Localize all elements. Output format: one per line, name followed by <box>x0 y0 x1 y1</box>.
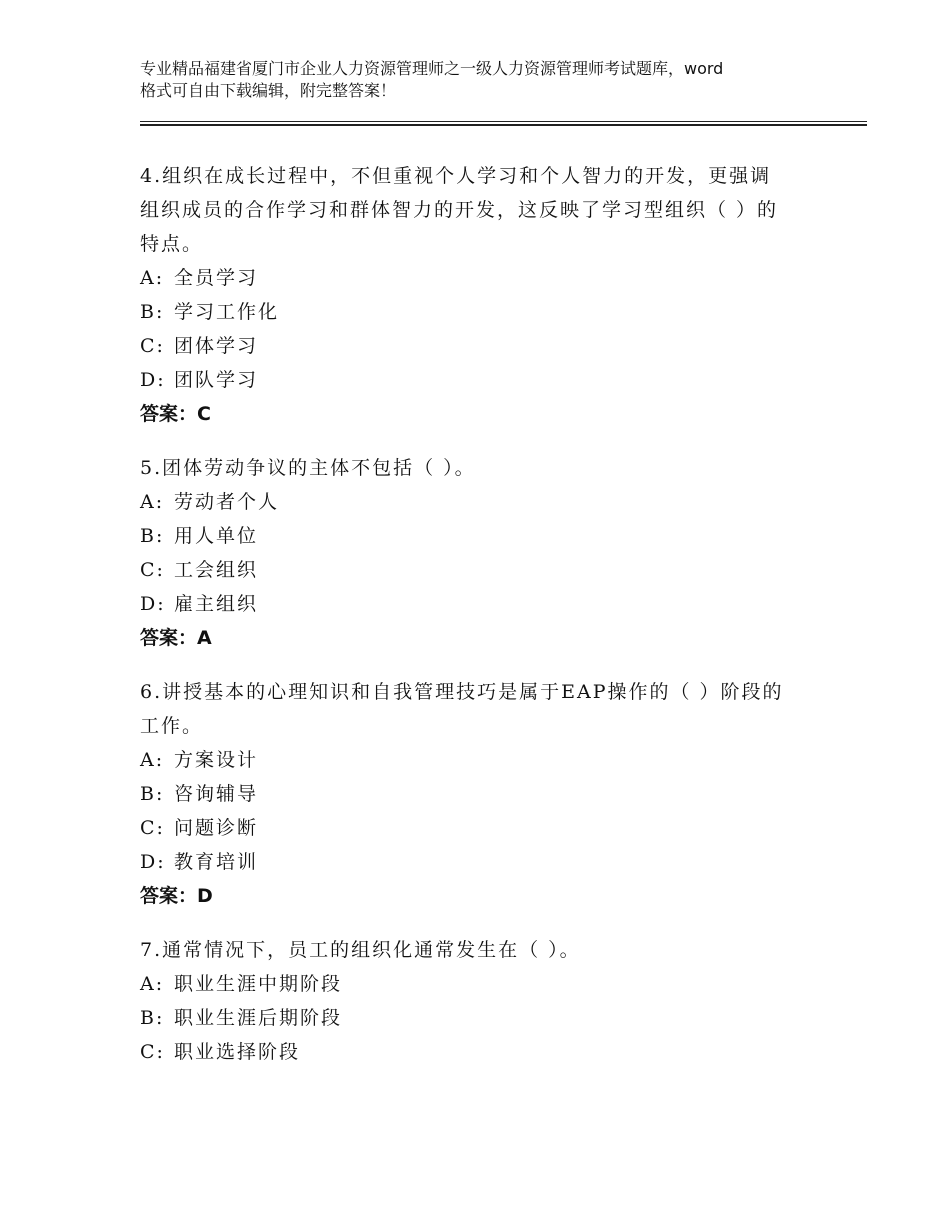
option-text: 团队学习 <box>174 369 259 391</box>
question-stem-line: 4.组织在成长过程中，不但重视个人学习和个人智力的开发，更强调 <box>140 165 772 187</box>
question-stem-line: 7.通常情况下，员工的组织化通常发生在（ ）。 <box>140 939 581 961</box>
question-stem-line: 组织成员的合作学习和群体智力的开发，这反映了学习型组织（ ）的 <box>140 199 779 221</box>
option-label: C: <box>140 559 165 581</box>
option-a <box>140 261 820 295</box>
option-text: 劳动者个人 <box>174 491 280 513</box>
option-d <box>140 587 820 621</box>
option-label: B: <box>140 525 165 547</box>
option-b <box>140 777 820 811</box>
option-label: B: <box>140 783 165 805</box>
option-text: 问题诊断 <box>174 817 259 839</box>
option-text: 学习工作化 <box>174 301 280 323</box>
question-stem-line: 特点。 <box>140 233 204 255</box>
option-text: 用人单位 <box>174 525 259 547</box>
option-b <box>140 1001 820 1035</box>
option-d <box>140 363 820 397</box>
option-text: 方案设计 <box>174 749 259 771</box>
option-text: 咨询辅导 <box>174 783 259 805</box>
option-label: C: <box>140 817 165 839</box>
option-c <box>140 811 820 845</box>
option-text: 职业选择阶段 <box>174 1041 301 1063</box>
option-label: A: <box>140 973 165 995</box>
option-text: 雇主组织 <box>174 593 259 615</box>
document-header <box>140 58 840 102</box>
question-list <box>140 159 820 1089</box>
option-b <box>140 295 820 329</box>
option-text: 团体学习 <box>174 335 259 357</box>
option-label: A: <box>140 267 165 289</box>
option-c <box>140 553 820 587</box>
header-rule-thick <box>140 124 867 126</box>
option-label: D: <box>140 593 166 615</box>
option-label: D: <box>140 851 166 873</box>
option-label: B: <box>140 301 165 323</box>
option-text: 职业生涯后期阶段 <box>174 1007 343 1029</box>
answer-text: 答案：A <box>140 627 212 649</box>
question-stem-line: 6.讲授基本的心理知识和自我管理技巧是属于EAP操作的（ ）阶段的 <box>140 681 784 703</box>
question-stem-line: 工作。 <box>140 715 204 737</box>
question-7 <box>140 933 820 1069</box>
header-rule-thin <box>140 121 867 122</box>
option-a <box>140 967 820 1001</box>
option-c <box>140 329 820 363</box>
option-b <box>140 519 820 553</box>
option-label: D: <box>140 369 166 391</box>
option-text: 全员学习 <box>174 267 259 289</box>
header-title-line-1: 专业精品福建省厦门市企业人力资源管理师之一级人力资源管理师考试题库，word <box>140 59 724 78</box>
option-text: 职业生涯中期阶段 <box>174 973 343 995</box>
option-label: B: <box>140 1007 165 1029</box>
option-d <box>140 845 820 879</box>
option-text: 教育培训 <box>174 851 259 873</box>
option-label: A: <box>140 491 165 513</box>
option-label: A: <box>140 749 165 771</box>
header-title-line-2: 格式可自由下载编辑，附完整答案！ <box>140 81 397 100</box>
question-5 <box>140 451 820 655</box>
question-stem-line: 5.团体劳动争议的主体不包括（ ）。 <box>140 457 476 479</box>
question-6 <box>140 675 820 913</box>
option-text: 工会组织 <box>174 559 259 581</box>
option-a <box>140 485 820 519</box>
answer-text: 答案：C <box>140 403 211 425</box>
question-4 <box>140 159 820 431</box>
answer-text: 答案：D <box>140 885 213 907</box>
option-label: C: <box>140 1041 165 1063</box>
option-c <box>140 1035 820 1069</box>
option-a <box>140 743 820 777</box>
option-label: C: <box>140 335 165 357</box>
